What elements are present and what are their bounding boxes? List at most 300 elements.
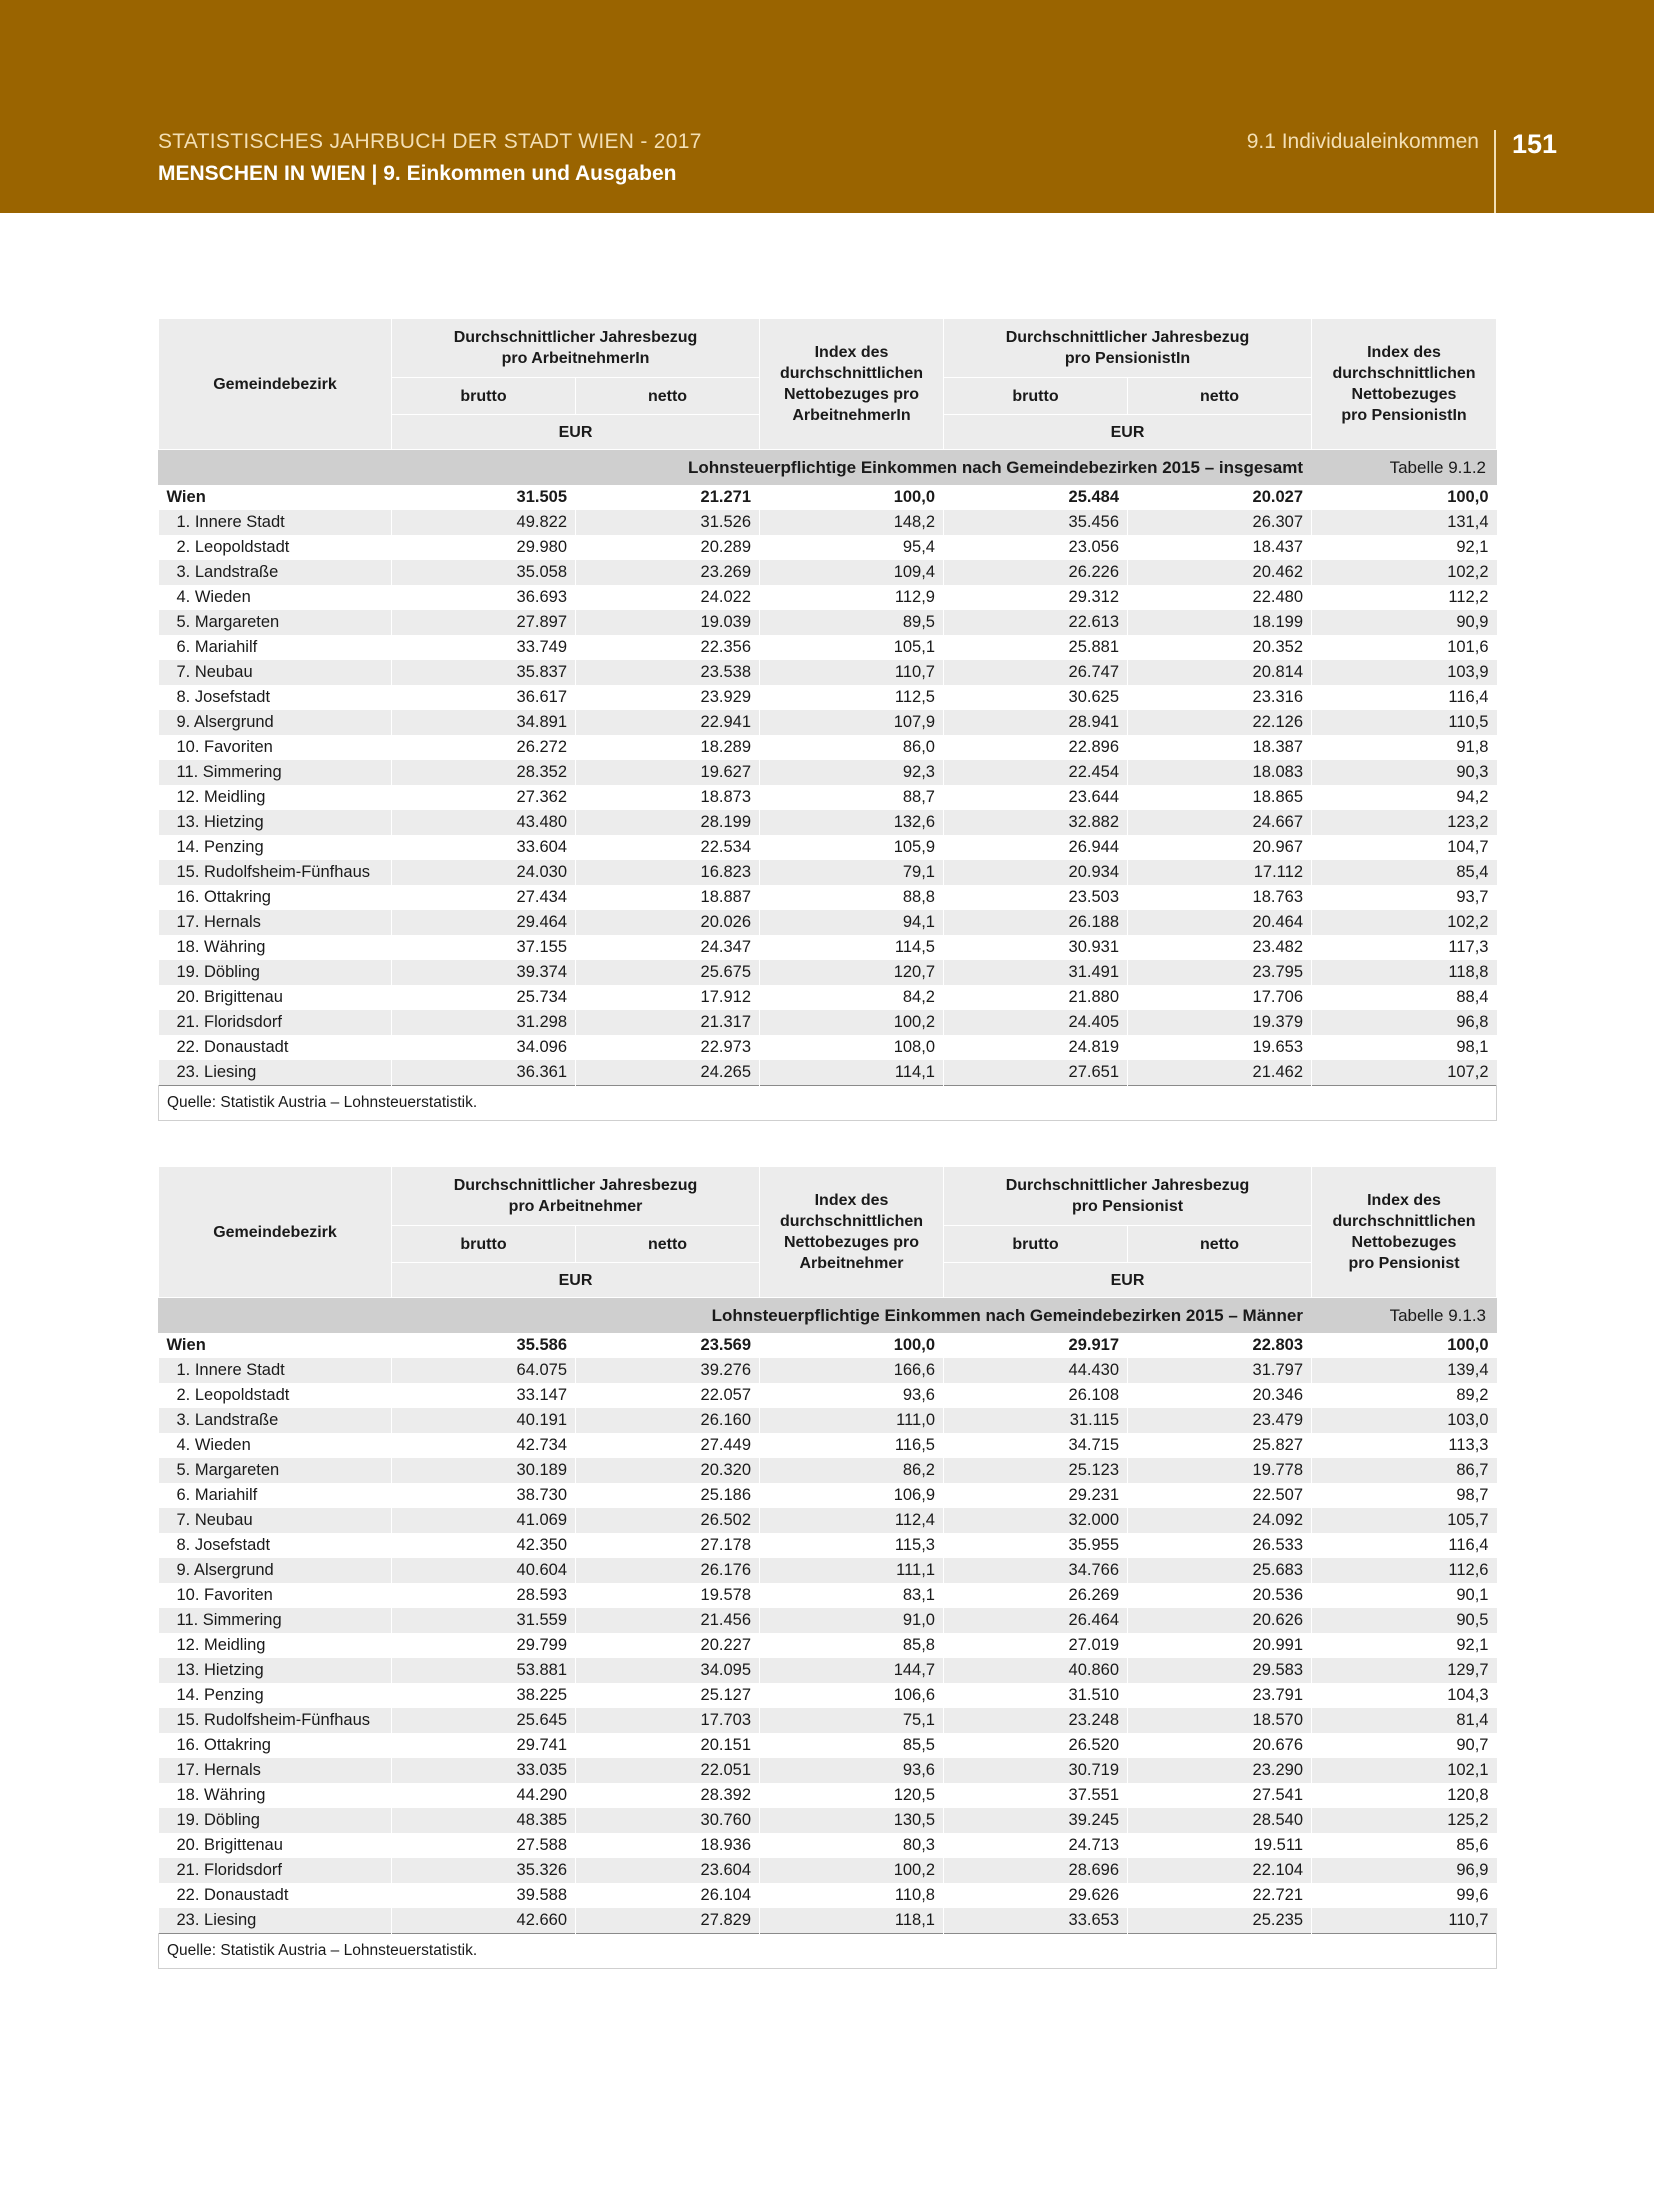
- value-cell: 89,5: [760, 610, 944, 635]
- value-cell: 19.778: [1128, 1458, 1312, 1483]
- value-cell: 86,7: [1312, 1458, 1497, 1483]
- value-cell: 104,7: [1312, 835, 1497, 860]
- district-cell: 22. Donaustadt: [176, 1886, 289, 1904]
- value-cell: 24.819: [944, 1035, 1128, 1060]
- value-cell: 75,1: [760, 1708, 944, 1733]
- value-cell: 111,1: [760, 1558, 944, 1583]
- value-cell: 100,0: [760, 1333, 944, 1359]
- district-cell: 17. Hernals: [159, 910, 392, 935]
- value-cell: 22.356: [576, 635, 760, 660]
- table-row: [159, 1758, 1497, 1783]
- value-cell: 31.797: [1128, 1358, 1312, 1383]
- district-cell: 18. Währing: [176, 1786, 266, 1804]
- table-row: [159, 660, 1497, 685]
- header-pensioner-currency: EUR: [944, 415, 1312, 450]
- value-cell: 23.056: [944, 535, 1128, 560]
- value-cell: 20.464: [1128, 910, 1312, 935]
- value-cell: 27.178: [576, 1533, 760, 1558]
- value-cell: 27.829: [576, 1908, 760, 1934]
- value-cell: 105,1: [760, 635, 944, 660]
- value-cell: 105,7: [1312, 1508, 1497, 1533]
- value-cell: 120,5: [760, 1783, 944, 1808]
- header-pensioner-group: Durchschnittlicher Jahresbezug pro PensionistIn: [944, 319, 1312, 378]
- header-employee-currency: EUR: [392, 1263, 760, 1298]
- value-cell: 25.186: [576, 1483, 760, 1508]
- table-row: [159, 1908, 1497, 1934]
- table-row: [159, 535, 1497, 560]
- value-cell: 100,2: [760, 1010, 944, 1035]
- value-cell: 139,4: [1312, 1358, 1497, 1383]
- value-cell: 34.715: [944, 1433, 1128, 1458]
- value-cell: 30.931: [944, 935, 1128, 960]
- value-cell: 20.967: [1128, 835, 1312, 860]
- value-cell: 118,8: [1312, 960, 1497, 985]
- district-cell: 12. Meidling: [176, 788, 266, 806]
- value-cell: 110,5: [1312, 710, 1497, 735]
- value-cell: 29.464: [392, 910, 576, 935]
- value-cell: 22.613: [944, 610, 1128, 635]
- value-cell: 39.588: [392, 1883, 576, 1908]
- value-cell: 23.569: [576, 1333, 760, 1359]
- value-cell: 99,6: [1312, 1883, 1497, 1908]
- value-cell: 88,4: [1312, 985, 1497, 1010]
- value-cell: 29.231: [944, 1483, 1128, 1508]
- district-cell: 14. Penzing: [176, 1686, 264, 1704]
- table-row: [159, 1508, 1497, 1533]
- value-cell: 18.437: [1128, 535, 1312, 560]
- header-employee-group: Durchschnittlicher Jahresbezug pro Arbeitnehmer: [392, 1167, 760, 1226]
- value-cell: 36.693: [392, 585, 576, 610]
- value-cell: 27.019: [944, 1633, 1128, 1658]
- district-cell: 20. Brigittenau: [176, 1836, 283, 1854]
- value-cell: 20.536: [1128, 1583, 1312, 1608]
- header-employee-gross: brutto: [392, 1226, 576, 1263]
- value-cell: 29.980: [392, 535, 576, 560]
- value-cell: 93,7: [1312, 885, 1497, 910]
- value-cell: 25.683: [1128, 1558, 1312, 1583]
- table-row: [159, 910, 1497, 935]
- value-cell: 19.039: [576, 610, 760, 635]
- value-cell: 25.645: [392, 1708, 576, 1733]
- value-cell: 100,0: [760, 485, 944, 511]
- value-cell: 100,0: [1312, 1333, 1497, 1359]
- value-cell: 17.112: [1128, 860, 1312, 885]
- value-cell: 31.510: [944, 1683, 1128, 1708]
- district-cell: 1. Innere Stadt: [159, 1358, 392, 1383]
- value-cell: 100,0: [1312, 485, 1497, 511]
- value-cell: 28.696: [944, 1858, 1128, 1883]
- table-row: [159, 1858, 1497, 1883]
- district-cell: 5. Margareten: [159, 1458, 392, 1483]
- table-row: [159, 1658, 1497, 1683]
- value-cell: 130,5: [760, 1808, 944, 1833]
- value-cell: 18.570: [1128, 1708, 1312, 1733]
- value-cell: 22.534: [576, 835, 760, 860]
- district-cell: 19. Döbling: [159, 1808, 392, 1833]
- value-cell: 85,6: [1312, 1833, 1497, 1858]
- value-cell: 29.626: [944, 1883, 1128, 1908]
- district-cell: 11. Simmering: [159, 1608, 392, 1633]
- district-cell: 6. Mariahilf: [176, 638, 258, 656]
- value-cell: 32.882: [944, 810, 1128, 835]
- value-cell: 88,7: [760, 785, 944, 810]
- value-cell: 24.713: [944, 1833, 1128, 1858]
- value-cell: 23.248: [944, 1708, 1128, 1733]
- table-row: [159, 1708, 1497, 1733]
- value-cell: 29.583: [1128, 1658, 1312, 1683]
- district-cell: 15. Rudolfsheim-Fünfhaus: [159, 1708, 392, 1733]
- table-row: [159, 1408, 1497, 1433]
- table-row: [159, 735, 1497, 760]
- header-divider: [1494, 130, 1496, 213]
- header-employee-index: Index des durchschnittlichen Nettobezuges pro Arbeitnehmer: [760, 1167, 944, 1298]
- value-cell: 39.245: [944, 1808, 1128, 1833]
- value-cell: 90,7: [1312, 1733, 1497, 1758]
- table-row: [159, 835, 1497, 860]
- table-men: [158, 1166, 1497, 1969]
- value-cell: 28.392: [576, 1783, 760, 1808]
- value-cell: 17.912: [576, 985, 760, 1010]
- value-cell: 21.271: [576, 485, 760, 511]
- value-cell: 30.760: [576, 1808, 760, 1833]
- table-row: [159, 760, 1497, 785]
- table-source: Quelle: Statistik Austria – Lohnsteuerstatistik.: [159, 1086, 1497, 1121]
- value-cell: 112,5: [760, 685, 944, 710]
- value-cell: 18.936: [576, 1833, 760, 1858]
- value-cell: 105,9: [760, 835, 944, 860]
- value-cell: 22.051: [576, 1758, 760, 1783]
- value-cell: 110,7: [1312, 1908, 1497, 1934]
- value-cell: 20.352: [1128, 635, 1312, 660]
- value-cell: 25.675: [576, 960, 760, 985]
- value-cell: 111,0: [760, 1408, 944, 1433]
- header-pensioner-gross: brutto: [944, 378, 1128, 415]
- value-cell: 102,2: [1312, 910, 1497, 935]
- value-cell: 84,2: [760, 985, 944, 1010]
- value-cell: 24.265: [576, 1060, 760, 1086]
- table-title-row: [159, 1298, 1497, 1333]
- table-body: [159, 485, 1497, 1086]
- value-cell: 91,8: [1312, 735, 1497, 760]
- value-cell: 106,9: [760, 1483, 944, 1508]
- value-cell: 28.540: [1128, 1808, 1312, 1833]
- table-row-total: [159, 1333, 1497, 1359]
- value-cell: 27.434: [392, 885, 576, 910]
- value-cell: 20.991: [1128, 1633, 1312, 1658]
- table-header: [159, 1167, 1497, 1298]
- value-cell: 102,2: [1312, 560, 1497, 585]
- value-cell: 22.721: [1128, 1883, 1312, 1908]
- table-body: [159, 1333, 1497, 1934]
- value-cell: 101,6: [1312, 635, 1497, 660]
- value-cell: 115,3: [760, 1533, 944, 1558]
- table-row: [159, 510, 1497, 535]
- table-row: [159, 1358, 1497, 1383]
- district-cell: Wien: [159, 1333, 392, 1359]
- value-cell: 90,3: [1312, 760, 1497, 785]
- value-cell: 98,1: [1312, 1035, 1497, 1060]
- value-cell: 109,4: [760, 560, 944, 585]
- value-cell: 19.627: [576, 760, 760, 785]
- value-cell: 108,0: [760, 1035, 944, 1060]
- value-cell: 20.814: [1128, 660, 1312, 685]
- value-cell: 37.155: [392, 935, 576, 960]
- value-cell: 23.538: [576, 660, 760, 685]
- income-table-men: [158, 1166, 1496, 1969]
- district-cell: 8. Josefstadt: [176, 688, 271, 706]
- header-pensioner-currency: EUR: [944, 1263, 1312, 1298]
- value-cell: 20.346: [1128, 1383, 1312, 1408]
- table-source: Quelle: Statistik Austria – Lohnsteuerstatistik.: [159, 1934, 1497, 1969]
- value-cell: 19.379: [1128, 1010, 1312, 1035]
- value-cell: 35.058: [392, 560, 576, 585]
- value-cell: 42.734: [392, 1433, 576, 1458]
- district-cell: 2. Leopoldstadt: [176, 538, 290, 556]
- value-cell: 25.827: [1128, 1433, 1312, 1458]
- district-cell: 20. Brigittenau: [176, 988, 283, 1006]
- value-cell: 21.880: [944, 985, 1128, 1010]
- value-cell: 17.703: [576, 1708, 760, 1733]
- value-cell: 23.482: [1128, 935, 1312, 960]
- value-cell: 107,2: [1312, 1060, 1497, 1086]
- table-number: Tabelle 9.1.3: [1312, 1298, 1497, 1333]
- value-cell: 20.151: [576, 1733, 760, 1758]
- value-cell: 23.503: [944, 885, 1128, 910]
- value-cell: 48.385: [392, 1808, 576, 1833]
- value-cell: 26.226: [944, 560, 1128, 585]
- value-cell: 26.272: [392, 735, 576, 760]
- district-cell: 21. Floridsdorf: [159, 1010, 392, 1035]
- value-cell: 26.944: [944, 835, 1128, 860]
- value-cell: 86,0: [760, 735, 944, 760]
- value-cell: 120,8: [1312, 1783, 1497, 1808]
- value-cell: 110,8: [760, 1883, 944, 1908]
- value-cell: 29.917: [944, 1333, 1128, 1359]
- value-cell: 85,5: [760, 1733, 944, 1758]
- value-cell: 26.104: [576, 1883, 760, 1908]
- value-cell: 17.706: [1128, 985, 1312, 1010]
- value-cell: 19.511: [1128, 1833, 1312, 1858]
- value-cell: 95,4: [760, 535, 944, 560]
- value-cell: 114,5: [760, 935, 944, 960]
- value-cell: 33.147: [392, 1383, 576, 1408]
- value-cell: 31.115: [944, 1408, 1128, 1433]
- value-cell: 20.289: [576, 535, 760, 560]
- value-cell: 36.361: [392, 1060, 576, 1086]
- value-cell: 94,1: [760, 910, 944, 935]
- value-cell: 35.456: [944, 510, 1128, 535]
- header-employee-net: netto: [576, 1226, 760, 1263]
- value-cell: 35.586: [392, 1333, 576, 1359]
- value-cell: 42.350: [392, 1533, 576, 1558]
- value-cell: 44.290: [392, 1783, 576, 1808]
- value-cell: 21.456: [576, 1608, 760, 1633]
- district-cell: 2. Leopoldstadt: [176, 1386, 290, 1404]
- page-number: 151: [1512, 129, 1558, 159]
- value-cell: 18.199: [1128, 610, 1312, 635]
- value-cell: 132,6: [760, 810, 944, 835]
- value-cell: 81,4: [1312, 1708, 1497, 1733]
- value-cell: 116,4: [1312, 685, 1497, 710]
- value-cell: 22.941: [576, 710, 760, 735]
- value-cell: 30.719: [944, 1758, 1128, 1783]
- value-cell: 24.405: [944, 1010, 1128, 1035]
- value-cell: 23.269: [576, 560, 760, 585]
- value-cell: 25.881: [944, 635, 1128, 660]
- value-cell: 106,6: [760, 1683, 944, 1708]
- value-cell: 20.227: [576, 1633, 760, 1658]
- table-row: [159, 1883, 1497, 1908]
- value-cell: 38.225: [392, 1683, 576, 1708]
- yearbook-title: STATISTISCHES JAHRBUCH DER STADT WIEN - 2017: [158, 130, 702, 153]
- table-row: [159, 1035, 1497, 1060]
- value-cell: 28.593: [392, 1583, 576, 1608]
- value-cell: 83,1: [760, 1583, 944, 1608]
- header-employee-index: Index des durchschnittlichen Nettobezuges pro ArbeitnehmerIn: [760, 319, 944, 450]
- value-cell: 114,1: [760, 1060, 944, 1086]
- value-cell: 120,7: [760, 960, 944, 985]
- table-row: [159, 1533, 1497, 1558]
- value-cell: 23.479: [1128, 1408, 1312, 1433]
- district-cell: 12. Meidling: [176, 1636, 266, 1654]
- value-cell: 40.604: [392, 1558, 576, 1583]
- value-cell: 20.626: [1128, 1608, 1312, 1633]
- value-cell: 41.069: [392, 1508, 576, 1533]
- value-cell: 90,1: [1312, 1583, 1497, 1608]
- value-cell: 29.741: [392, 1733, 576, 1758]
- district-cell: 19. Döbling: [159, 960, 392, 985]
- header-employee-gross: brutto: [392, 378, 576, 415]
- value-cell: 18.887: [576, 885, 760, 910]
- value-cell: 53.881: [392, 1658, 576, 1683]
- value-cell: 22.104: [1128, 1858, 1312, 1883]
- value-cell: 25.127: [576, 1683, 760, 1708]
- value-cell: 90,9: [1312, 610, 1497, 635]
- page-header-banner: [0, 0, 1654, 213]
- header-pensioner-gross: brutto: [944, 1226, 1128, 1263]
- value-cell: 34.891: [392, 710, 576, 735]
- value-cell: 22.973: [576, 1035, 760, 1060]
- value-cell: 30.189: [392, 1458, 576, 1483]
- value-cell: 34.095: [576, 1658, 760, 1683]
- header-employee-net: netto: [576, 378, 760, 415]
- value-cell: 23.290: [1128, 1758, 1312, 1783]
- value-cell: 116,5: [760, 1433, 944, 1458]
- value-cell: 29.312: [944, 585, 1128, 610]
- value-cell: 131,4: [1312, 510, 1497, 535]
- value-cell: 25.123: [944, 1458, 1128, 1483]
- header-district: Gemeindebezirk: [159, 1167, 392, 1298]
- table-row: [159, 610, 1497, 635]
- value-cell: 21.317: [576, 1010, 760, 1035]
- value-cell: 113,3: [1312, 1433, 1497, 1458]
- income-table-total: [158, 318, 1496, 1121]
- value-cell: 25.484: [944, 485, 1128, 511]
- value-cell: 23.791: [1128, 1683, 1312, 1708]
- district-cell: 13. Hietzing: [159, 1658, 392, 1683]
- value-cell: 19.578: [576, 1583, 760, 1608]
- district-cell: 4. Wieden: [176, 588, 251, 606]
- table-row: [159, 1783, 1497, 1808]
- district-cell: 21. Floridsdorf: [159, 1858, 392, 1883]
- value-cell: 39.276: [576, 1358, 760, 1383]
- table-row: [159, 1010, 1497, 1035]
- value-cell: 31.298: [392, 1010, 576, 1035]
- value-cell: 26.502: [576, 1508, 760, 1533]
- value-cell: 28.941: [944, 710, 1128, 735]
- value-cell: 27.897: [392, 610, 576, 635]
- value-cell: 28.199: [576, 810, 760, 835]
- table-header: [159, 319, 1497, 450]
- value-cell: 110,7: [760, 660, 944, 685]
- table-row: [159, 685, 1497, 710]
- district-cell: 22. Donaustadt: [176, 1038, 289, 1056]
- value-cell: 23.929: [576, 685, 760, 710]
- table-row: [159, 1458, 1497, 1483]
- value-cell: 42.660: [392, 1908, 576, 1934]
- value-cell: 18.865: [1128, 785, 1312, 810]
- value-cell: 92,1: [1312, 535, 1497, 560]
- value-cell: 166,6: [760, 1358, 944, 1383]
- table-row: [159, 960, 1497, 985]
- value-cell: 26.307: [1128, 510, 1312, 535]
- value-cell: 20.934: [944, 860, 1128, 885]
- value-cell: 26.188: [944, 910, 1128, 935]
- value-cell: 85,4: [1312, 860, 1497, 885]
- value-cell: 112,2: [1312, 585, 1497, 610]
- header-pensioner-index: Index des durchschnittlichen Nettobezuges pro Pensionist: [1312, 1167, 1497, 1298]
- value-cell: 26.464: [944, 1608, 1128, 1633]
- value-cell: 92,1: [1312, 1633, 1497, 1658]
- header-employee-group: Durchschnittlicher Jahresbezug pro ArbeitnehmerIn: [392, 319, 760, 378]
- value-cell: 96,8: [1312, 1010, 1497, 1035]
- value-cell: 98,7: [1312, 1483, 1497, 1508]
- district-cell: 4. Wieden: [176, 1436, 251, 1454]
- value-cell: 26.176: [576, 1558, 760, 1583]
- district-cell: 16. Ottakring: [176, 888, 271, 906]
- district-cell: 17. Hernals: [159, 1758, 392, 1783]
- header-pensioner-group: Durchschnittlicher Jahresbezug pro Pensionist: [944, 1167, 1312, 1226]
- value-cell: 91,0: [760, 1608, 944, 1633]
- value-cell: 118,1: [760, 1908, 944, 1934]
- district-cell: 10. Favoriten: [176, 1586, 273, 1604]
- value-cell: 35.955: [944, 1533, 1128, 1558]
- section-title: MENSCHEN IN WIEN | 9. Einkommen und Ausgaben: [158, 162, 677, 185]
- value-cell: 24.667: [1128, 810, 1312, 835]
- district-cell: 3. Landstraße: [159, 1408, 392, 1433]
- value-cell: 22.507: [1128, 1483, 1312, 1508]
- value-cell: 86,2: [760, 1458, 944, 1483]
- value-cell: 34.766: [944, 1558, 1128, 1583]
- district-cell: 8. Josefstadt: [176, 1536, 271, 1554]
- value-cell: 26.747: [944, 660, 1128, 685]
- table-row-total: [159, 485, 1497, 511]
- table-row: [159, 1808, 1497, 1833]
- value-cell: 44.430: [944, 1358, 1128, 1383]
- value-cell: 23.316: [1128, 685, 1312, 710]
- table-title-section: [159, 1298, 1497, 1333]
- value-cell: 23.795: [1128, 960, 1312, 985]
- value-cell: 24.347: [576, 935, 760, 960]
- header-pensioner-net: netto: [1128, 1226, 1312, 1263]
- value-cell: 18.387: [1128, 735, 1312, 760]
- value-cell: 20.462: [1128, 560, 1312, 585]
- value-cell: 33.749: [392, 635, 576, 660]
- table-row: [159, 810, 1497, 835]
- table-row: [159, 1633, 1497, 1658]
- value-cell: 129,7: [1312, 1658, 1497, 1683]
- value-cell: 123,2: [1312, 810, 1497, 835]
